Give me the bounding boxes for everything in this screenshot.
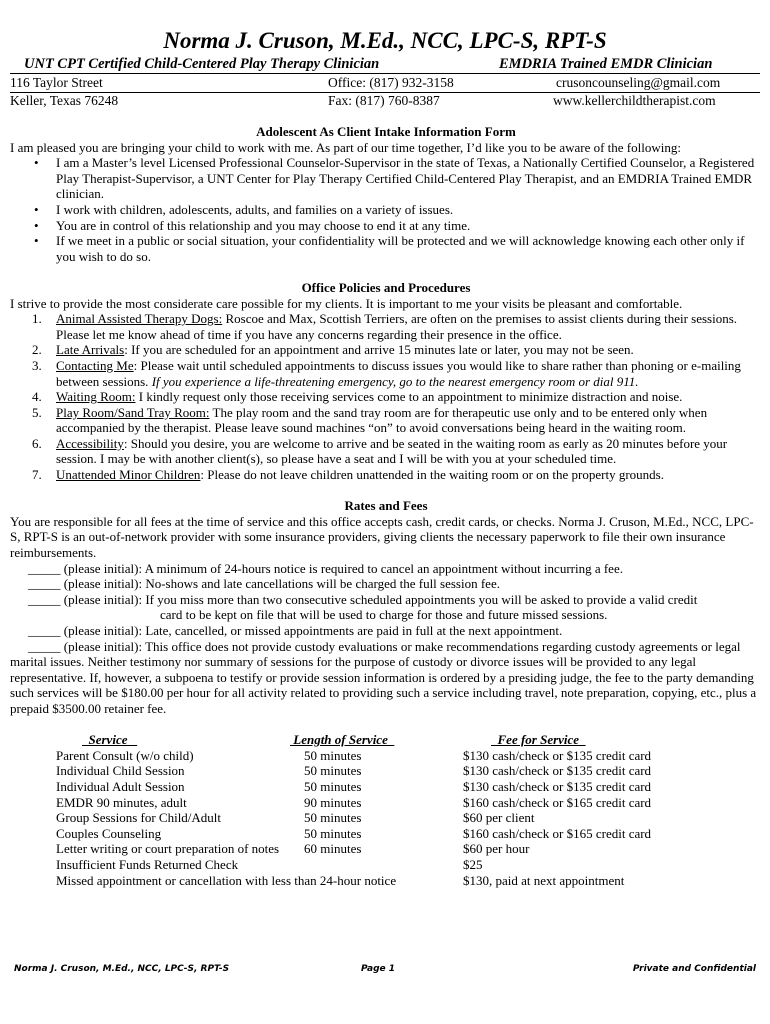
table-cell: Individual Adult Session: [56, 778, 185, 794]
policies-intro: I strive to provide the most considerate care possible for my clients. It is important to me your visits be pleasant and comfortable.: [10, 295, 683, 311]
table-cell: 50 minutes: [304, 763, 362, 779]
initial-line: [10, 623, 762, 639]
policy-number: 6.: [32, 435, 42, 451]
policy-number: 2.: [32, 342, 42, 358]
policy-item: [32, 467, 762, 483]
fees-intro: You are responsible for all fees at the time of service and this office accepts cash, credit cards, or checks. Norma J. Cruson, M.Ed., NCC, LPC-S, RPT-S is an out-of-network provider with some insurance providers, giving clients the necessary paperwork to file their own insurance reimbursements.: [10, 513, 754, 561]
table-cell: $130 cash/check or $135 credit card: [463, 763, 652, 779]
policy-text: Roscoe and Max, Scottish Terriers, are often on the premises to assist clients during their sessions. Please let me know ahead of time if you have any concerns regarding their presence in the office.: [56, 311, 738, 342]
table-cell: 60 minutes: [304, 841, 362, 857]
table-cell: $130, paid at next appointment: [463, 872, 625, 888]
list-item: • I am a Master’s level Licensed Professional Counselor-Supervisor in the state of Texas, a Nationally Certified Counselor, a Registered Play Therapist-Supervisor, a UNT Center for Play Therapy Certified Child-Centered Play Therapist, and an EMDRIA Trained EMDR clinician.: [56, 155, 762, 202]
initial-blank[interactable]: _____ (please initial):: [28, 638, 143, 654]
footer-confidential: Private and Confidential: [632, 964, 756, 974]
policy-label: Contacting Me: [56, 357, 134, 373]
policies-heading: Office Policies and Procedures: [301, 279, 471, 295]
table-cell: Missed appointment or cancellation with less than 24-hour notice: [56, 872, 397, 888]
list-item: • You are in control of this relationship and you may choose to end it at any time.: [56, 218, 762, 234]
services-table: [10, 732, 762, 888]
policy-text: : Please do not leave children unattended in the waiting room or on the property grounds.: [200, 467, 664, 483]
table-cell: Individual Child Session: [56, 763, 185, 779]
table-cell: 50 minutes: [304, 810, 362, 826]
policy-number: 5.: [32, 404, 42, 420]
table-cell: 90 minutes: [304, 794, 362, 810]
table-cell: 50 minutes: [304, 747, 362, 763]
table-cell: Parent Consult (w/o child): [56, 747, 194, 763]
subtitle-emdr: EMDRIA Trained EMDR Clinician: [499, 56, 713, 72]
table-cell: $25: [463, 856, 483, 872]
table-cell: 50 minutes: [304, 778, 362, 794]
table-cell: EMDR 90 minutes, adult: [56, 794, 187, 810]
policy-label: Late Arrivals: [56, 342, 125, 358]
policy-label: Play Room/Sand Tray Room:: [56, 404, 210, 420]
custody-text: This office does not provide custody evaluations or make recommendations regarding custody agreements or legal marital issues. Neither testimony nor summary of sessions for the purpose of custody or divorce issues will be provided to any legal representative. If, however, a subpoena to testify or provide session information is ordered by a presiding judge, the fee to the party demanding such services will be $180.00 per hour for all activity related to providing such a service including travel, note preparation, copying, etc., plus a prepaid $3500.00 retainer fee.: [10, 638, 757, 716]
intake-heading: Adolescent As Client Intake Information Form: [256, 124, 516, 139]
address-line-1: 116 Taylor Street: [10, 75, 103, 90]
policy-text: : If you are scheduled for an appointment and arrive 15 minutes late or later, you may not be seen.: [124, 342, 634, 358]
policy-label: Animal Assisted Therapy Dogs:: [56, 311, 223, 327]
policies-list: [10, 311, 762, 483]
document-body: [10, 124, 762, 888]
subtitle-play-therapy: UNT CPT Certified Child-Centered Play Therapy Clinician: [24, 56, 380, 72]
fee-column: [463, 732, 753, 888]
initial-text-continued: card to be kept on file that will be used to charge for those and future missed sessions.: [160, 607, 608, 623]
header-divider-top: [10, 73, 760, 74]
initial-blank[interactable]: _____ (please initial):: [28, 623, 143, 638]
table-cell: Group Sessions for Child/Adult: [56, 810, 222, 826]
policy-item: [32, 435, 762, 467]
policy-number: 7.: [32, 467, 42, 483]
website-link[interactable]: www.kellerchildtherapist.com: [553, 93, 716, 108]
table-cell: $130 cash/check or $135 credit card: [463, 747, 652, 763]
list-item: • If we meet in a public or social situation, your confidentiality will be protected and we will acknowledge knowing each other only if you wish to do so.: [56, 233, 762, 264]
policy-label: Waiting Room:: [56, 389, 136, 405]
policy-item: [32, 389, 762, 405]
page-title: Norma J. Cruson, M.Ed., NCC, LPC-S, RPT-S: [163, 28, 607, 53]
length-column: [290, 732, 420, 857]
policy-item: [32, 357, 762, 389]
table-cell: $130 cash/check or $135 credit card: [463, 778, 652, 794]
initial-text: A minimum of 24-hours notice is required to cancel an appointment without incurring a fee.: [142, 560, 623, 576]
initial-line: [10, 576, 762, 592]
intake-bullet-list: [10, 155, 762, 264]
policy-label: Accessibility: [56, 435, 124, 451]
table-cell: $160 cash/check or $165 credit card: [463, 794, 652, 810]
fees-heading: Rates and Fees: [344, 498, 428, 514]
custody-paragraph: [10, 639, 762, 717]
table-cell: Insufficient Funds Returned Check: [56, 856, 239, 872]
initial-text: If you miss more than two consecutive scheduled appointments you will be asked to provide a valid credit: [142, 591, 698, 607]
table-cell: Letter writing or court preparation of notes: [56, 841, 280, 857]
table-cell: $60 per hour: [463, 841, 530, 857]
email-link[interactable]: crusoncounseling@gmail.com: [556, 75, 721, 90]
policy-item: [32, 342, 762, 358]
intake-intro: I am pleased you are bringing your child to work with me. As part of our time together, I’d like you to be aware of the following:: [10, 139, 681, 155]
initial-blank[interactable]: _____ (please initial):: [28, 560, 143, 576]
policy-label: Unattended Minor Children: [56, 467, 201, 483]
policy-text: The play room and the sand tray room are for therapeutic use only and to be entered only when accompanied by the therapist. Please leave sound machines “on” to avoid conversations being heard in the waiting room.: [56, 404, 708, 436]
policy-emergency-note: If you experience a life-threatening emergency, go to the nearest emergency room or dial 911.: [151, 373, 639, 389]
policy-number: 3.: [32, 357, 42, 373]
length-header: Length of Service: [290, 732, 395, 748]
list-item: • I work with children, adolescents, adults, and families on a variety of issues.: [56, 202, 762, 218]
fax-number: Fax: (817) 760-8387: [328, 93, 440, 108]
policy-text: : Please wait until scheduled appointments to discuss issues you would like to share rather than phoning or e-mailing between sessions.: [56, 357, 741, 389]
address-line-2: Keller, Texas 76248: [10, 93, 119, 108]
service-header: Service: [82, 732, 138, 748]
policy-number: 1.: [32, 311, 42, 327]
policy-text: : Should you desire, you are welcome to arrive and be seated in the waiting room as early as 20 minutes before your session. I may be with another client(s), so please have a seat and I will be with you at your scheduled time.: [56, 435, 728, 467]
policy-item: [32, 404, 762, 436]
initial-text: Late, cancelled, or missed appointments are paid in full at the next appointment.: [142, 623, 563, 638]
table-cell: Couples Counseling: [56, 825, 162, 841]
initial-text: No-shows and late cancellations will be charged the full session fee.: [142, 576, 500, 592]
footer-author: Norma J. Cruson, M.Ed., NCC, LPC-S, RPT-S: [14, 964, 230, 974]
fee-header: Fee for Service: [491, 732, 586, 748]
office-phone: Office: (817) 932-3158: [328, 75, 454, 90]
table-cell: 50 minutes: [304, 825, 362, 841]
table-cell: $160 cash/check or $165 credit card: [463, 825, 652, 841]
initial-line: [10, 561, 762, 577]
policy-item: [32, 311, 762, 342]
initial-line: [10, 592, 762, 623]
table-cell: $60 per client: [463, 810, 535, 826]
initial-blank[interactable]: _____ (please initial):: [28, 576, 143, 592]
initial-blank[interactable]: _____ (please initial):: [28, 591, 143, 607]
policy-text: I kindly request only those receiving services come to an appointment to minimize distraction and noise.: [135, 389, 683, 405]
footer-page-number: Page 1: [361, 964, 396, 974]
policy-number: 4.: [32, 389, 42, 405]
